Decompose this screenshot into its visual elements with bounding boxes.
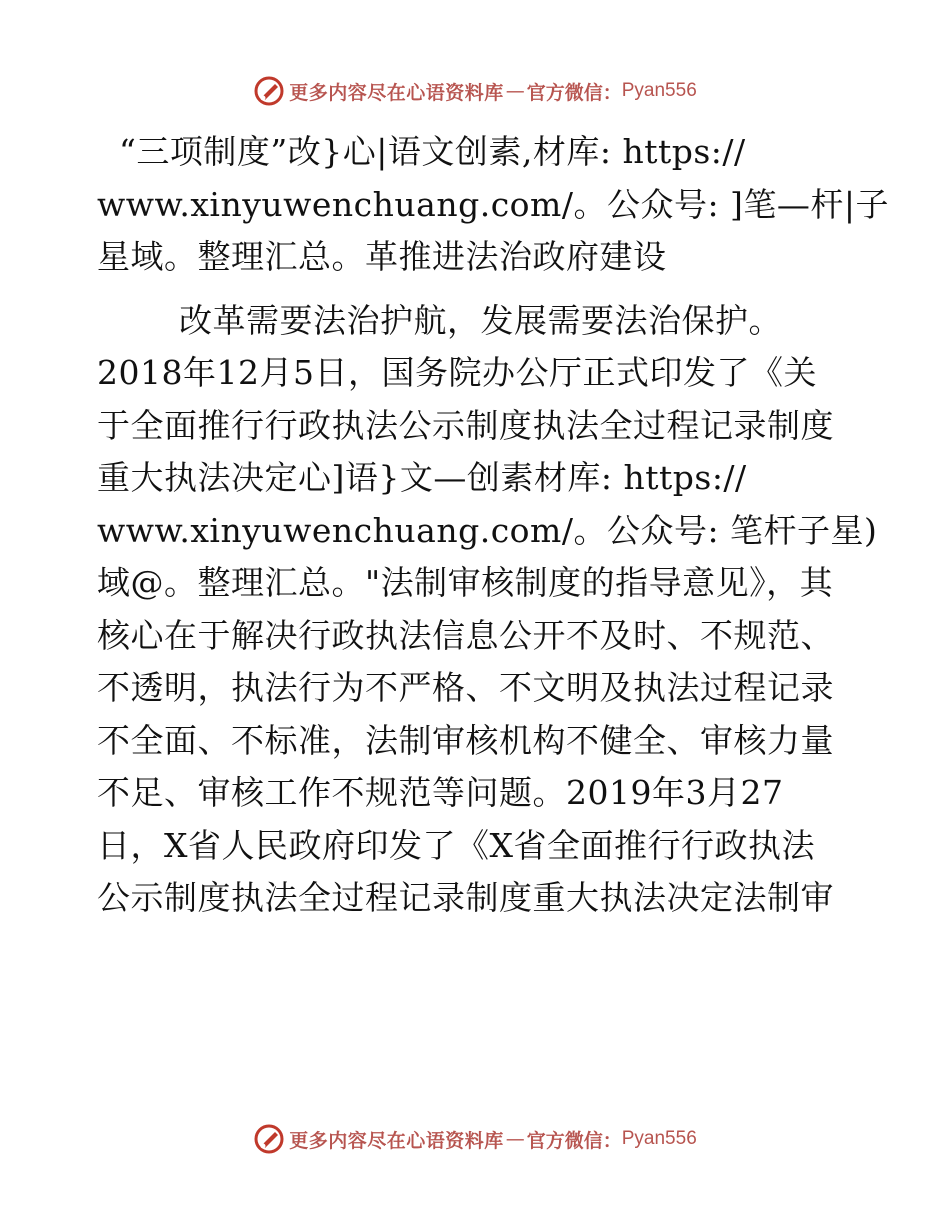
watermark-header xyxy=(0,74,950,108)
watermark-separator: — xyxy=(505,1128,525,1150)
watermark-sub-text: 官方微信： xyxy=(526,1129,622,1152)
watermark-wechat-id: Pyan556 xyxy=(621,1128,697,1149)
paragraph-line: 域@。整理汇总。"法制审核制度的指导意见》，其 xyxy=(97,563,834,602)
watermark-main-text: 更多内容尽在心语资料库 xyxy=(289,81,504,104)
paragraph-line: 不透明，执法行为不严格、不文明及执法过程记录 xyxy=(97,668,834,707)
paragraph-line: 于全面推行行政执法公示制度执法全过程记录制度 xyxy=(97,405,834,445)
watermark-sub-text: 官方微信： xyxy=(526,81,622,104)
brush-logo-icon xyxy=(253,75,285,107)
watermark-wechat-id: Pyan556 xyxy=(621,80,697,101)
watermark-main-text: 更多内容尽在心语资料库 xyxy=(289,1129,504,1152)
watermark-footer xyxy=(0,1122,950,1156)
paragraph-line: www.xinyuwenchuang.com/。公众号: 笔杆子星) xyxy=(97,510,878,550)
document-body xyxy=(97,126,890,925)
paragraph-line: 改革需要法治护航，发展需要法治保护。 xyxy=(179,300,782,340)
heading-line: “三项制度”改}心|语文创素,材库: https:// xyxy=(119,132,746,171)
heading-line: 星域。整理汇总。革推进法治政府建设 xyxy=(97,237,667,276)
heading-line: www.xinyuwenchuang.com/。公众号: ]笔—杆|子 xyxy=(97,184,890,224)
brush-logo-icon xyxy=(253,1123,285,1155)
paragraph-line: 不全面、不标准，法制审核机构不健全、审核力量 xyxy=(97,720,834,760)
paragraph-line: 2018年12月5日，国务院办公厅正式印发了《关 xyxy=(97,353,817,392)
paragraph-line: 不足、审核工作不规范等问题。2019年3月27 xyxy=(97,773,784,812)
paragraph-line: 日，X省人民政府印发了《X省全面推行行政执法 xyxy=(97,825,815,865)
watermark-separator: — xyxy=(505,80,525,102)
paragraph-line: 公示制度执法全过程记录制度重大执法决定法制审 xyxy=(97,878,834,917)
paragraph-line: 核心在于解决行政执法信息公开不及时、不规范、 xyxy=(97,615,834,655)
paragraph-line: 重大执法决定心]语}文—创素材库: https:// xyxy=(97,458,747,497)
